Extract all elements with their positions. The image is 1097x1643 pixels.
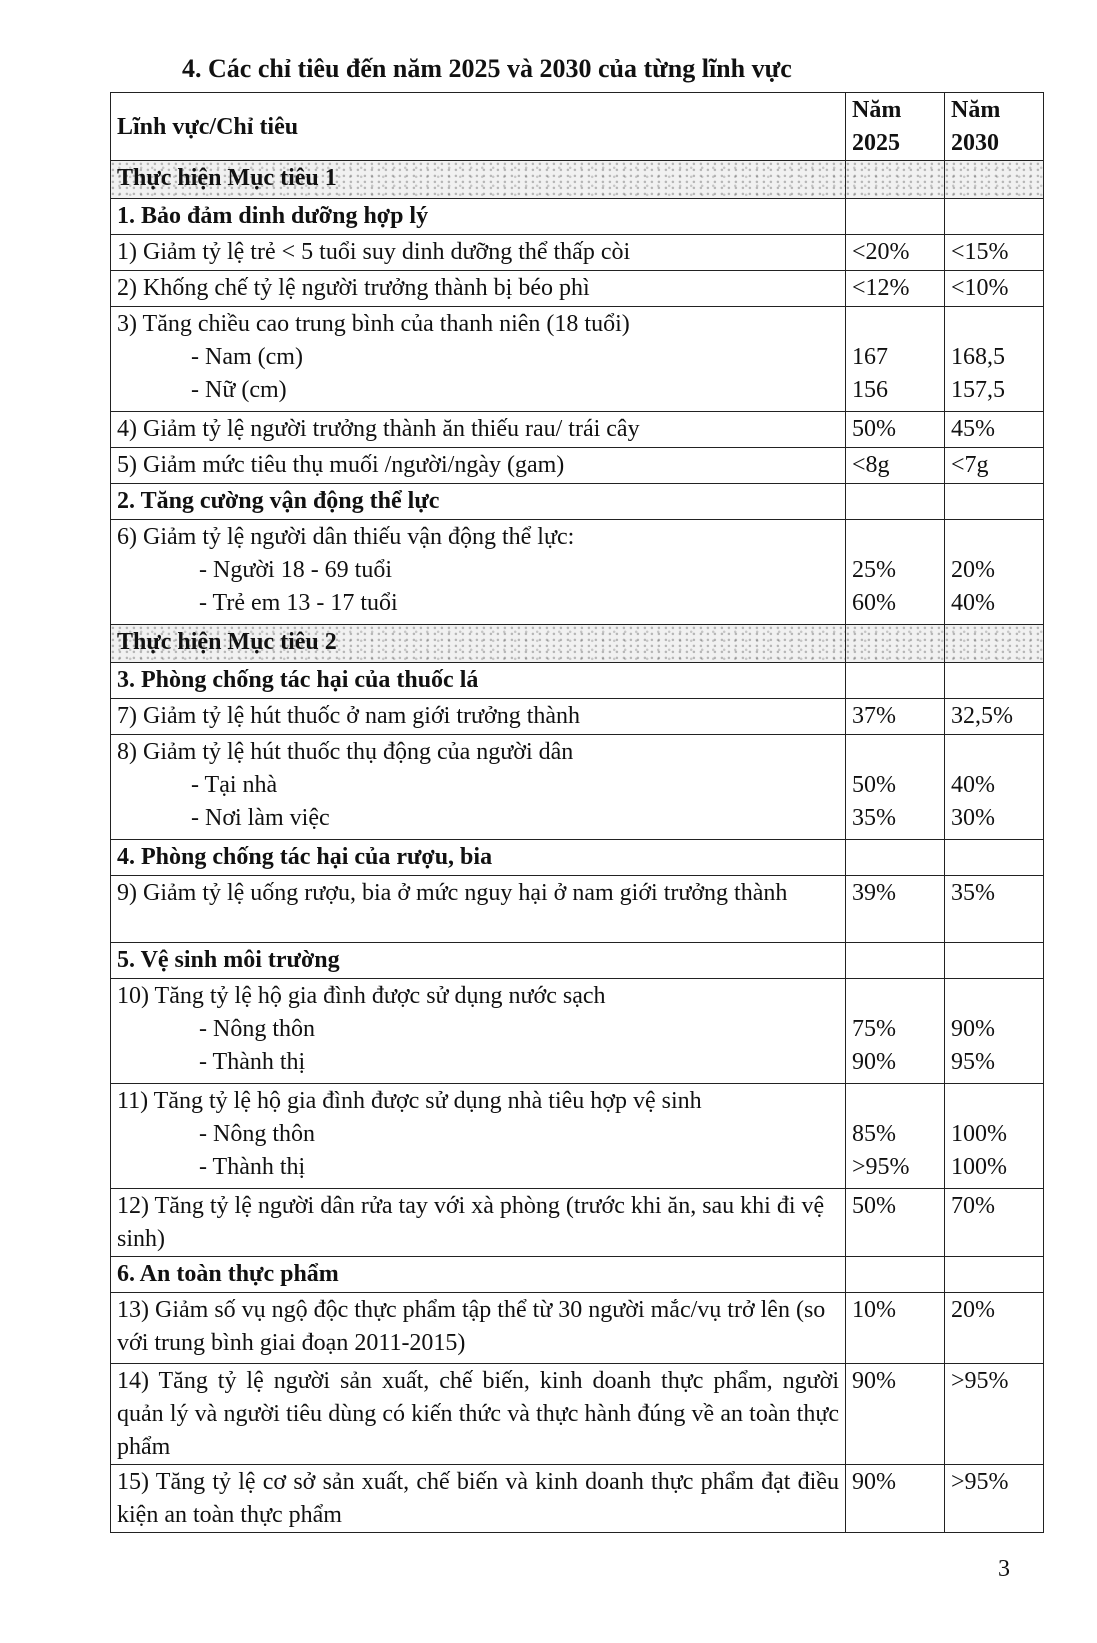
sub-indicator: - Thành thị: [199, 1154, 306, 1180]
value-2025: 60%: [852, 590, 896, 616]
value-2030: 30%: [951, 805, 995, 831]
header-2025-line1: Năm: [852, 97, 902, 123]
goal-label: Thực hiện Mục tiêu 1: [111, 161, 846, 199]
value-2030-cell: [945, 1084, 1044, 1189]
value-2030: >95%: [945, 1465, 1044, 1533]
value-2025: 85%: [852, 1121, 896, 1147]
section-row: [111, 840, 1044, 876]
section-row: [111, 943, 1044, 979]
table-row: [111, 699, 1044, 735]
indicator-label: 6) Giảm tỷ lệ người dân thiếu vận động thể lực:: [117, 524, 575, 550]
value-2025: 25%: [852, 557, 896, 583]
table-row: [111, 307, 1044, 412]
value-2025: 50%: [852, 772, 896, 798]
table-header-row: [111, 93, 1044, 161]
value-2025: 50%: [846, 1189, 945, 1257]
indicator-label: 10) Tăng tỷ lệ hộ gia đình được sử dụng nước sạch: [117, 983, 606, 1009]
value-2025: 39%: [846, 876, 945, 943]
value-2025: 156: [852, 377, 888, 403]
indicator-label: 12) Tăng tỷ lệ người dân rửa tay với xà phòng (trước khi ăn, sau khi đi vệ sinh): [111, 1189, 846, 1257]
goal-row: [111, 161, 1044, 199]
table-row: [111, 412, 1044, 448]
sub-indicator: - Nông thôn: [199, 1121, 315, 1147]
table-row: [111, 979, 1044, 1084]
value-2030: 90%: [951, 1016, 995, 1042]
table-row: [111, 235, 1044, 271]
indicator-label: 3) Tăng chiều cao trung bình của thanh niên (18 tuổi): [117, 311, 630, 337]
section-row: [111, 1257, 1044, 1293]
value-2030: 20%: [951, 557, 995, 583]
header-category: Lĩnh vực/Chỉ tiêu: [111, 93, 846, 161]
table-row: [111, 1364, 1044, 1465]
value-2030: <7g: [945, 448, 1044, 484]
indicator-label: 5) Giảm mức tiêu thụ muối /người/ngày (gam): [111, 448, 846, 484]
value-2025-cell: [846, 979, 945, 1084]
goal-label: Thực hiện Mục tiêu 2: [111, 625, 846, 663]
value-2030-cell: [945, 735, 1044, 840]
value-2030: 45%: [945, 412, 1044, 448]
value-2025: 90%: [846, 1465, 945, 1533]
table-row: [111, 1293, 1044, 1364]
section-label: 3. Phòng chống tác hại của thuốc lá: [111, 663, 846, 699]
section-label: 5. Vệ sinh môi trường: [111, 943, 846, 979]
value-2030: 168,5: [951, 344, 1005, 370]
value-2030: 100%: [951, 1154, 1007, 1180]
sub-indicator: - Tại nhà: [191, 772, 278, 798]
value-2025: 10%: [846, 1293, 945, 1364]
value-2025: 75%: [852, 1016, 896, 1042]
value-2025: 167: [852, 344, 888, 370]
value-2030: <10%: [945, 271, 1044, 307]
indicator-cell: [111, 1084, 846, 1189]
value-2025: <12%: [846, 271, 945, 307]
page-number: 3: [998, 1556, 1010, 1582]
sub-indicator: - Nam (cm): [191, 344, 303, 370]
section-label: 1. Bảo đảm dinh dưỡng hợp lý: [111, 199, 846, 235]
value-2030: 157,5: [951, 377, 1005, 403]
value-2030: 32,5%: [945, 699, 1044, 735]
indicator-cell: [111, 307, 846, 412]
table-row: [111, 735, 1044, 840]
table-row: [111, 271, 1044, 307]
indicator-cell: [111, 735, 846, 840]
sub-indicator: - Người 18 - 69 tuổi: [199, 557, 393, 583]
indicator-label: 2) Khống chế tỷ lệ người trưởng thành bị béo phì: [111, 271, 846, 307]
section-row: [111, 663, 1044, 699]
value-2025-cell: [846, 520, 945, 625]
value-2030: 100%: [951, 1121, 1007, 1147]
value-2030: 35%: [945, 876, 1044, 943]
section-label: 2. Tăng cường vận động thể lực: [111, 484, 846, 520]
table-row: [111, 1465, 1044, 1533]
value-2030: <15%: [945, 235, 1044, 271]
value-2030: 40%: [951, 772, 995, 798]
goal-row: [111, 625, 1044, 663]
sub-indicator: - Trẻ em 13 - 17 tuổi: [199, 590, 398, 616]
value-2030: >95%: [945, 1364, 1044, 1465]
sub-indicator: - Nơi làm việc: [191, 805, 330, 831]
indicator-label: 15) Tăng tỷ lệ cơ sở sản xuất, chế biến và kinh doanh thực phẩm đạt điều kiện an toàn thực phẩm: [111, 1465, 846, 1533]
targets-table: [110, 92, 1044, 1533]
indicator-label: 4) Giảm tỷ lệ người trưởng thành ăn thiếu rau/ trái cây: [111, 412, 846, 448]
table-row: [111, 876, 1044, 943]
section-title: 4. Các chỉ tiêu đến năm 2025 và 2030 của từng lĩnh vực: [182, 54, 792, 83]
section-label: 6. An toàn thực phẩm: [111, 1257, 846, 1293]
header-2030: [945, 93, 1044, 161]
section-row: [111, 484, 1044, 520]
section-label: 4. Phòng chống tác hại của rượu, bia: [111, 840, 846, 876]
value-2030: 20%: [945, 1293, 1044, 1364]
value-2025: 50%: [846, 412, 945, 448]
value-2030: 70%: [945, 1189, 1044, 1257]
value-2030-cell: [945, 979, 1044, 1084]
table-row: [111, 1084, 1044, 1189]
value-2025: <8g: [846, 448, 945, 484]
value-2025: <20%: [846, 235, 945, 271]
indicator-label: 11) Tăng tỷ lệ hộ gia đình được sử dụng nhà tiêu hợp vệ sinh: [117, 1088, 702, 1114]
table-row: [111, 520, 1044, 625]
value-2025: 90%: [852, 1049, 896, 1075]
table-row: [111, 1189, 1044, 1257]
value-2030-cell: [945, 520, 1044, 625]
indicator-cell: [111, 979, 846, 1084]
indicator-cell: [111, 520, 846, 625]
table-row: [111, 448, 1044, 484]
value-2030: 40%: [951, 590, 995, 616]
value-2030: 95%: [951, 1049, 995, 1075]
sub-indicator: - Nông thôn: [199, 1016, 315, 1042]
indicator-label: 8) Giảm tỷ lệ hút thuốc thụ động của người dân: [117, 739, 574, 765]
value-2025-cell: [846, 307, 945, 412]
indicator-label: 9) Giảm tỷ lệ uống rượu, bia ở mức nguy hại ở nam giới trưởng thành: [111, 876, 846, 943]
value-2025: 37%: [846, 699, 945, 735]
header-2030-line2: 2030: [951, 130, 999, 156]
indicator-label: 14) Tăng tỷ lệ người sản xuất, chế biến, kinh doanh thực phẩm, người quản lý và người tiêu dùng có kiến thức và thực hành đúng về an toàn thực phẩm: [111, 1364, 846, 1465]
header-2025: [846, 93, 945, 161]
indicator-label: 7) Giảm tỷ lệ hút thuốc ở nam giới trưởng thành: [111, 699, 846, 735]
value-2030-cell: [945, 307, 1044, 412]
value-2025-cell: [846, 735, 945, 840]
section-row: [111, 199, 1044, 235]
indicator-label: 1) Giảm tỷ lệ trẻ < 5 tuổi suy dinh dưỡng thể thấp còi: [111, 235, 846, 271]
value-2025: 35%: [852, 805, 896, 831]
sub-indicator: - Nữ (cm): [191, 377, 287, 403]
value-2025-cell: [846, 1084, 945, 1189]
value-2025: >95%: [852, 1154, 910, 1180]
indicator-label: 13) Giảm số vụ ngộ độc thực phẩm tập thể từ 30 người mắc/vụ trở lên (so với trung bình giai đoạn 2011-2015): [111, 1293, 846, 1364]
header-2025-line2: 2025: [852, 130, 900, 156]
value-2025: 90%: [846, 1364, 945, 1465]
header-2030-line1: Năm: [951, 97, 1001, 123]
sub-indicator: - Thành thị: [199, 1049, 306, 1075]
